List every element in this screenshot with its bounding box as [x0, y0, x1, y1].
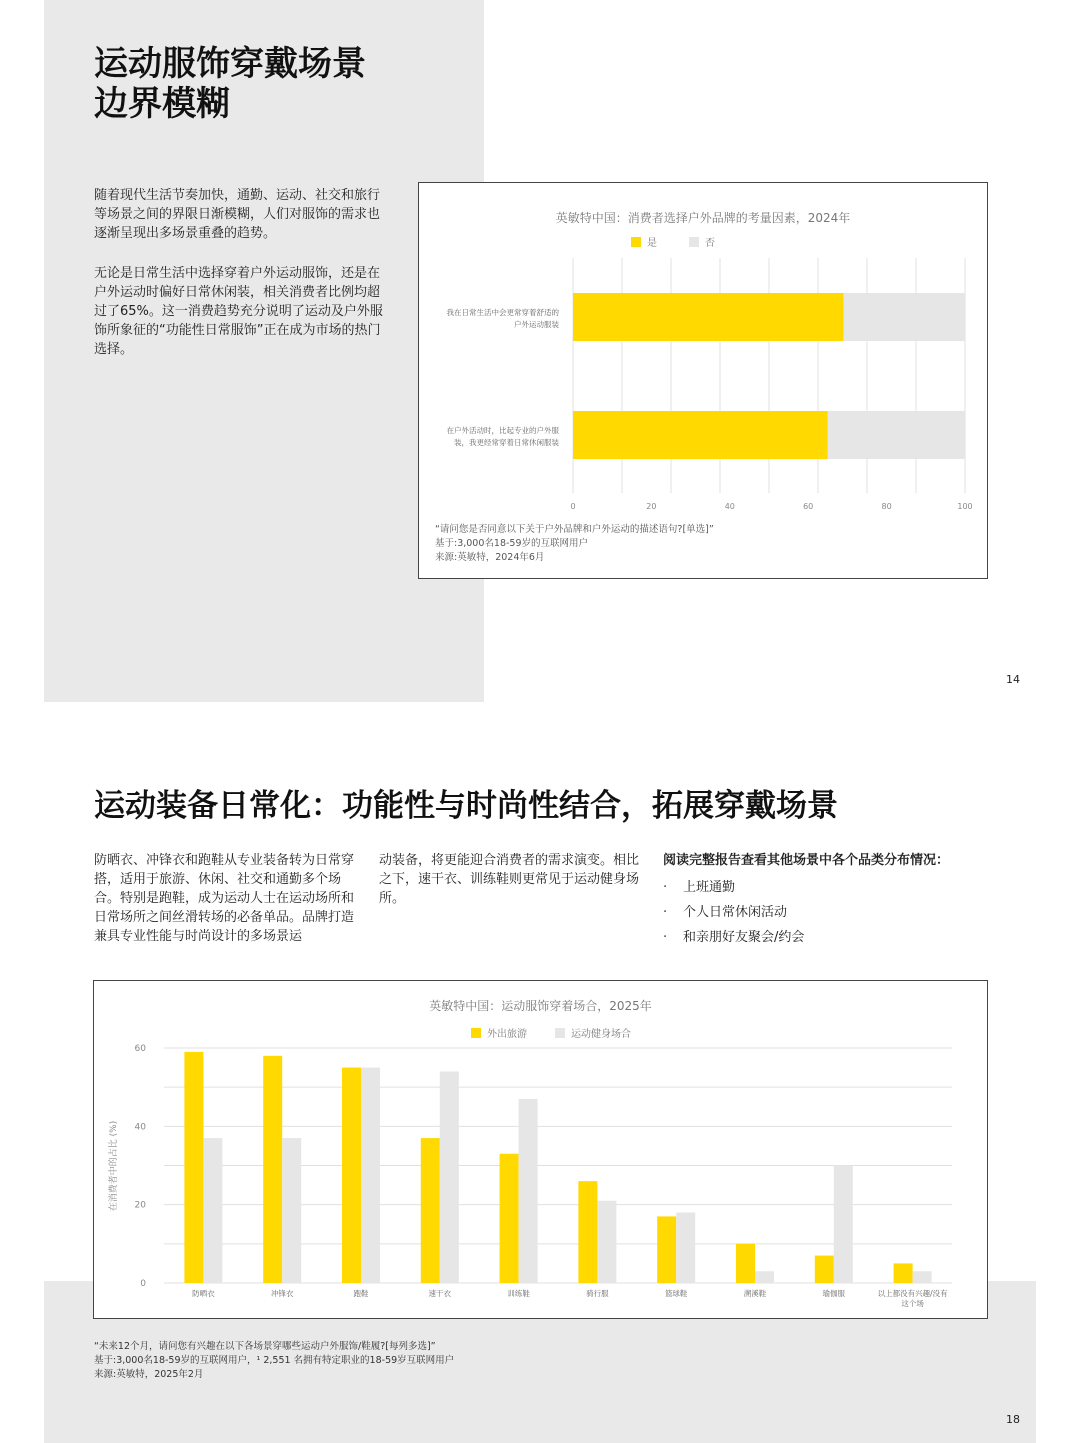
legend-item-no	[689, 234, 715, 249]
legend-label: 否	[705, 238, 715, 249]
page-number: 18	[1006, 1413, 1020, 1426]
y-tick-label: 60	[134, 1044, 146, 1054]
chart-notes	[435, 523, 975, 565]
bar-travel	[815, 1256, 834, 1283]
bar-travel	[894, 1263, 913, 1283]
legend-label: 运动健身场合	[571, 1029, 631, 1040]
page-title	[94, 44, 434, 124]
x-tick-label: 80	[881, 502, 892, 511]
bullet: ·	[663, 930, 668, 945]
chart-notes	[94, 1340, 614, 1382]
category-label: 瑜伽服	[822, 1289, 846, 1298]
bar-fitness	[519, 1099, 538, 1283]
bar-fitness	[913, 1271, 932, 1283]
chart-question: “未来12个月，请问您有兴趣在以下各场景穿哪些运动户外服饰/鞋履?[每列多选]”	[94, 1341, 436, 1352]
legend-swatch-yellow	[631, 237, 641, 247]
bar-travel	[578, 1181, 597, 1283]
bar-fitness	[440, 1072, 459, 1284]
list-item	[663, 875, 993, 900]
scenario-list	[663, 875, 993, 950]
legend-label: 外出旅游	[487, 1029, 527, 1040]
category-label: 冲锋衣	[270, 1289, 294, 1298]
bar-travel	[263, 1056, 282, 1283]
chart-base: 基于:3,000名18-59岁的互联网用户	[435, 538, 589, 549]
intro-paragraph: 随着现代生活节奏加快，通勤、运动、社交和旅行等场景之间的界限日渐模糊，人们对服饰的需求也逐渐呈现出多场景重叠的趋势。	[94, 188, 381, 241]
bar-travel	[657, 1216, 676, 1283]
x-tick-label: 0	[570, 502, 576, 511]
chart-wearing-occasions	[93, 980, 988, 1319]
bar-fitness	[361, 1068, 380, 1283]
body-column-2: 动装备，将更能迎合消费者的需求演变。相比之下，速干衣、训练鞋则更常见于运动健身场所。	[379, 853, 640, 906]
page-title-line1: 运动服饰穿戴场景	[94, 44, 366, 84]
bar-travel	[500, 1154, 519, 1283]
bullet: ·	[663, 905, 668, 920]
section-title: 运动装备日常化：功能性与时尚性结合，拓展穿戴场景	[94, 788, 838, 824]
chart-base: 基于:3,000名18-59岁的互联网用户，¹ 2,551 名拥有特定职业的18-59岁互联网用户	[94, 1355, 455, 1366]
trend-paragraph: 无论是日常生活中选择穿着户外运动服饰，还是在户外运动时偏好日常休闲装，相关消费者比例均超过了65%。这一消费趋势充分说明了运动及户外服饰所象征的“功能性日常服饰”正在成为市场的热门选择。	[94, 266, 383, 357]
bar-fitness	[282, 1138, 301, 1283]
category-label: 篮球鞋	[664, 1289, 688, 1298]
category-label: 装，我更经常穿着日常休闲服装	[454, 438, 559, 447]
chart-title: 英敏特中国：运动服饰穿着场合，2025年	[429, 999, 652, 1013]
page-number: 14	[1006, 673, 1020, 686]
bar-fitness	[755, 1271, 774, 1283]
category-label: 我在日常生活中会更常穿着舒适的	[446, 308, 559, 317]
bar-yes	[573, 411, 828, 459]
bar-fitness	[203, 1138, 222, 1283]
chart-title: 英敏特中国：消费者选择户外品牌的考量因素，2024年	[555, 211, 851, 225]
bar-fitness	[597, 1201, 616, 1283]
page-title-line2: 边界模糊	[94, 84, 230, 124]
list-item	[663, 925, 993, 950]
y-tick-label: 0	[140, 1279, 146, 1289]
category-label: 速干衣	[428, 1289, 452, 1298]
read-more-heading: 阅读完整报告查看其他场景中各个品类分布情况：	[663, 853, 950, 868]
bar-travel	[184, 1052, 203, 1283]
list-item-label: 个人日常休闲活动	[683, 905, 788, 920]
read-more-column	[663, 851, 993, 950]
bar-travel	[342, 1068, 361, 1283]
body-column-1: 防晒衣、冲锋衣和跑鞋从专业装备转为日常穿搭，适用于旅游、休闲、社交和通勤多个场合。特别是跑鞋，成为运动人士在运动场所和日常场所之间丝滑转场的必备单品。品牌打造兼具专业性能与时尚设计的多场景运	[94, 853, 355, 944]
bar-fitness	[676, 1213, 695, 1284]
bar-travel	[421, 1138, 440, 1283]
category-label: 骑行服	[586, 1289, 609, 1298]
y-axis-label: 在消费者中的占比 (%)	[109, 1120, 119, 1212]
bullet: ·	[663, 880, 668, 895]
x-tick-label: 40	[724, 502, 735, 511]
chart-consideration-factors	[418, 182, 988, 579]
list-item	[663, 900, 993, 925]
bar-no	[828, 411, 965, 459]
x-tick-label: 60	[803, 502, 814, 511]
chart-source: 来源:英敏特，2025年2月	[94, 1369, 204, 1380]
horizontal-bar-chart	[419, 253, 987, 523]
bar-yes	[573, 293, 843, 341]
list-item-label: 和亲朋好友聚会/约会	[683, 930, 805, 945]
category-label: 训练鞋	[507, 1289, 530, 1298]
category-label: 跑鞋	[353, 1289, 369, 1298]
legend-label: 是	[647, 238, 657, 249]
category-label: 溯溪鞋	[743, 1289, 767, 1298]
chart-legend	[631, 234, 715, 249]
category-label: 在户外活动时，比起专业的户外服	[446, 426, 559, 435]
y-tick-label: 20	[134, 1200, 146, 1211]
list-item-label: 上班通勤	[683, 880, 736, 895]
x-tick-label: 100	[957, 502, 973, 511]
vertical-bar-chart	[94, 981, 986, 1317]
legend-swatch-grey	[689, 237, 699, 247]
legend-item-yes	[631, 234, 657, 249]
x-tick-label: 20	[646, 502, 657, 511]
category-label: 防晒衣	[192, 1289, 215, 1298]
bar-no	[843, 293, 965, 341]
category-label: 户外运动服装	[514, 320, 559, 329]
y-tick-label: 40	[134, 1122, 146, 1133]
chart-source: 来源:英敏特，2024年6月	[435, 552, 545, 563]
bar-fitness	[834, 1166, 853, 1284]
bar-travel	[736, 1244, 755, 1283]
category-label: 以上都没有兴趣/没有	[877, 1289, 948, 1298]
category-label: 这个场	[901, 1299, 924, 1308]
chart-question: “请问您是否同意以下关于户外品牌和户外运动的描述语句?[单选]”	[435, 524, 714, 535]
